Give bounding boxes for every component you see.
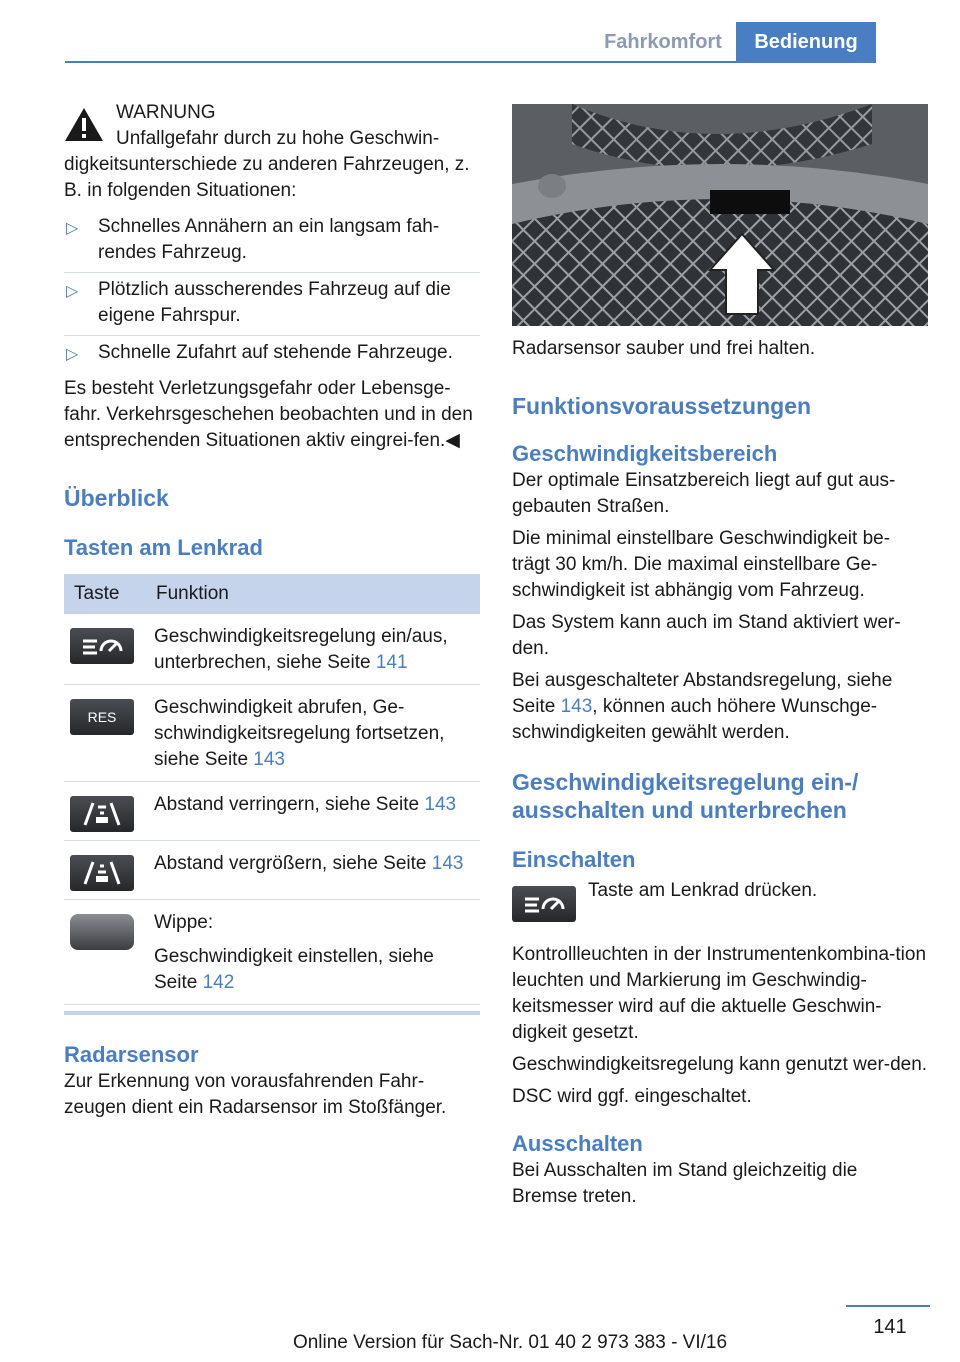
header-active-section-label: Bedienung xyxy=(736,22,876,62)
switch-off-p1: Bei Ausschalten im Stand gleichzeitig die Bremse treten. xyxy=(512,1160,858,1207)
requirements-heading: Funktionsvoraussetzungen xyxy=(512,393,812,419)
table-cell-function: Geschwindigkeitsregelung ein/aus, unterbrechen, siehe Seite 141 xyxy=(146,614,480,685)
requirements-p3: Das System kann auch im Stand aktiviert wer-den. xyxy=(512,612,901,659)
radar-sensor-photo xyxy=(512,104,928,326)
list-item: ▷ Plötzlich ausscherendes Fahrzeug auf die eigene Fahrspur. xyxy=(64,273,480,336)
switch-on-p1: Kontrollleuchten in der Instrumentenkombina-tion leuchten und Markierung im Geschwindig-keitsmesser wird auf die aktuelle Geschwin-digkeit gesetzt. xyxy=(512,944,927,1043)
page-link[interactable]: 143 xyxy=(424,794,457,815)
cruise-control-key-icon xyxy=(70,628,134,664)
page-link[interactable]: 143 xyxy=(253,749,285,770)
table-row xyxy=(64,685,480,782)
switching-heading: Geschwindigkeitsregelung ein-/ ausschalten und unterbrechen xyxy=(512,769,859,823)
warning-outro: Es besteht Verletzungsgefahr oder Lebensge-fahr. Verkehrsgeschehen beobachten und in den entsprechenden Situationen aktiv eingrei-fen.◀ xyxy=(64,378,473,451)
table-end-rule xyxy=(64,1011,480,1015)
page-number: 141 xyxy=(873,1316,907,1338)
table-header-function: Funktion xyxy=(146,574,480,614)
table-row xyxy=(64,782,480,841)
requirements-p4: Bei ausgeschalteter Abstandsregelung, siehe Seite 143, können auch höhere Wunschge-schwindigkeiten gewählt werden. xyxy=(512,670,893,743)
header-section-label: Fahrkomfort xyxy=(604,30,722,53)
footer-divider xyxy=(846,1305,930,1307)
warning-list xyxy=(64,210,480,372)
switch-on-p3: DSC wird ggf. eingeschaltet. xyxy=(512,1086,752,1107)
table-cell-function: Abstand verringern, siehe Seite 143 xyxy=(146,782,480,841)
page-link[interactable]: 142 xyxy=(202,972,235,993)
list-item: ▷ Schnelles Annähern an ein langsam fah-rendes Fahrzeug. xyxy=(64,210,480,273)
online-version-note: Online Version für Sach-Nr. 01 40 2 973 383 - VI/16 xyxy=(292,1332,728,1353)
overview-heading: Überblick xyxy=(64,485,169,511)
distance-decrease-key-icon xyxy=(70,796,134,832)
triangle-bullet-icon: ▷ xyxy=(66,346,79,363)
triangle-bullet-icon: ▷ xyxy=(66,283,79,300)
page-link[interactable]: 143 xyxy=(431,853,464,874)
rocker-switch-icon xyxy=(70,914,134,950)
switch-on-heading: Einschalten xyxy=(512,847,636,872)
keys-table xyxy=(64,574,480,1005)
table-header-row xyxy=(64,574,480,614)
header-divider xyxy=(65,61,876,63)
page-link[interactable]: 143 xyxy=(560,696,593,717)
res-key-icon: RES xyxy=(70,699,134,735)
switch-off-heading: Ausschalten xyxy=(512,1131,643,1156)
table-cell-function: Geschwindigkeit abrufen, Ge-schwindigkeitsregelung fortsetzen, siehe Seite 143 xyxy=(146,685,480,782)
warning-icon xyxy=(64,106,104,142)
table-cell-function: Abstand vergrößern, siehe Seite 143 xyxy=(146,841,480,900)
switch-on-key-text: Taste am Lenkrad drücken. xyxy=(588,880,818,901)
radar-heading: Radarsensor xyxy=(64,1042,199,1067)
page-header xyxy=(0,0,960,62)
speed-range-heading: Geschwindigkeitsbereich xyxy=(512,441,778,466)
page-link[interactable]: 141 xyxy=(375,652,408,673)
cruise-control-key-icon xyxy=(512,886,576,922)
distance-increase-key-icon xyxy=(70,855,134,891)
table-row xyxy=(64,900,480,1005)
radar-caption: Radarsensor sauber und frei halten. xyxy=(512,338,816,359)
warning-intro: Unfallgefahr durch zu hohe Geschwin-digkeitsunterschiede zu anderen Fahrzeugen, z. B. in folgenden Situationen: xyxy=(64,128,470,201)
keys-subheading: Tasten am Lenkrad xyxy=(64,535,263,560)
left-column xyxy=(64,100,480,1121)
warning-title: WARNUNG xyxy=(116,102,216,123)
table-row xyxy=(64,614,480,685)
requirements-p1: Der optimale Einsatzbereich liegt auf gut aus-gebauten Straßen. xyxy=(512,470,896,517)
table-row xyxy=(64,841,480,900)
list-item: ▷ Schnelle Zufahrt auf stehende Fahrzeuge. xyxy=(64,336,480,372)
warning-box xyxy=(64,100,480,454)
requirements-p2: Die minimal einstellbare Geschwindigkeit be-trägt 30 km/h. Die maximal einstellbare Ge-schwindigkeit ist abhängig vom Fahrzeug. xyxy=(512,528,891,601)
table-header-key: Taste xyxy=(64,574,146,614)
right-column xyxy=(512,104,928,1210)
radar-text: Zur Erkennung von vorausfahrenden Fahr-zeugen dient ein Radarsensor im Stoßfänger. xyxy=(64,1071,447,1118)
switch-on-p2: Geschwindigkeitsregelung kann genutzt wer-den. xyxy=(512,1054,928,1075)
table-cell-function: Wippe: Geschwindigkeit einstellen, siehe Seite 142 xyxy=(146,900,480,1005)
triangle-bullet-icon: ▷ xyxy=(66,220,79,237)
